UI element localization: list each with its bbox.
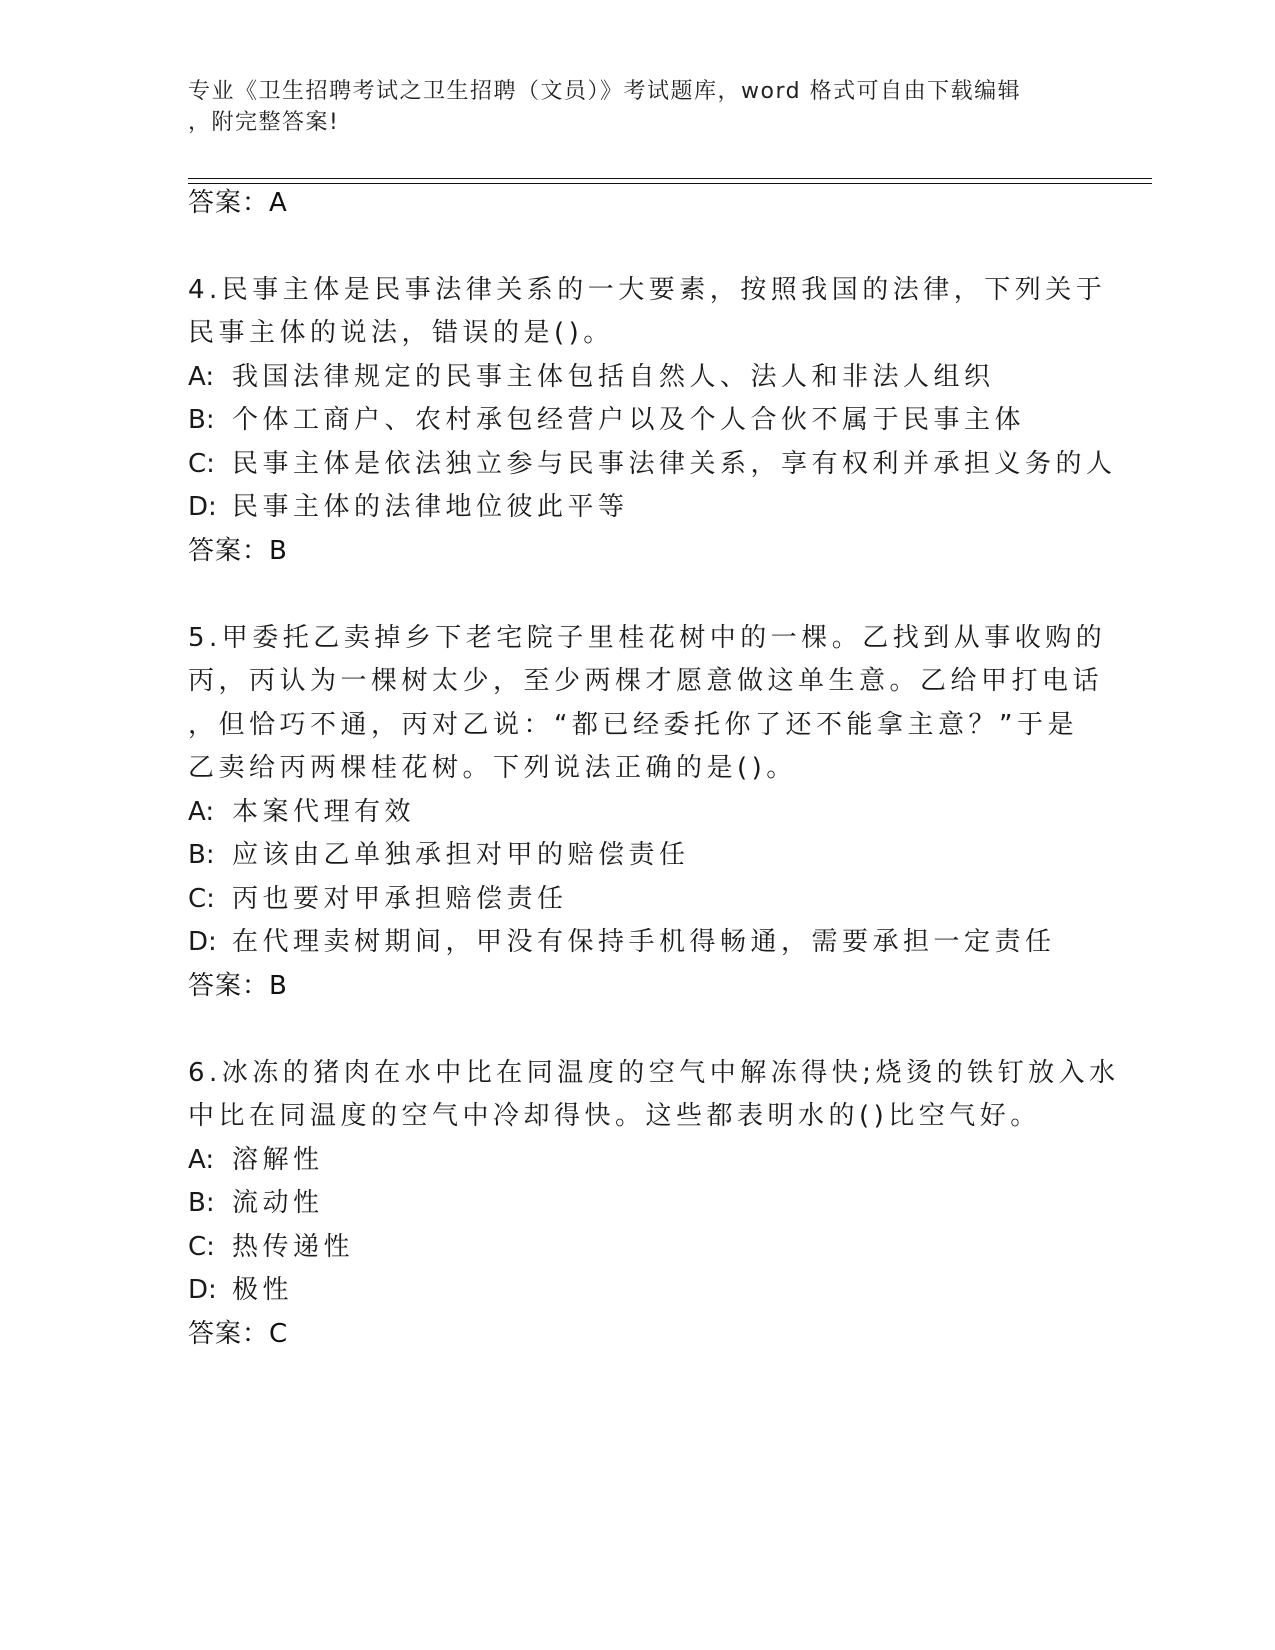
- answer-prev: 答案：A: [188, 188, 288, 218]
- option-d: [188, 1274, 293, 1306]
- option-label: B:: [188, 840, 215, 870]
- question-text-line: 乙卖给丙两棵桂花树。下列说法正确的是()。: [188, 753, 797, 783]
- header-line-1: 专业《卫生招聘考试之卫生招聘（文员）》考试题库，word 格式可自由下载编辑: [188, 79, 1022, 104]
- option-b: [188, 1187, 324, 1219]
- option-label: D:: [188, 927, 217, 957]
- option-b: [188, 404, 1025, 436]
- header-line-2: ，附完整答案!: [188, 110, 340, 135]
- option-a: [188, 361, 995, 393]
- option-label: B:: [188, 1188, 215, 1218]
- option-b: [188, 839, 690, 871]
- option-label: B:: [188, 405, 215, 435]
- option-label: C:: [188, 884, 215, 914]
- question-text-line: 4.民事主体是民事法律关系的一大要素，按照我国的法律，下列关于: [188, 275, 1107, 305]
- option-label: A:: [188, 362, 215, 392]
- option-d: [188, 926, 1056, 958]
- option-text: 在代理卖树期间，甲没有保持手机得畅通，需要承担一定责任: [232, 927, 1056, 957]
- answer: 答案：C: [188, 1319, 289, 1349]
- option-label: C:: [188, 449, 215, 479]
- option-a: [188, 1144, 324, 1176]
- question-text-line: 丙，丙认为一棵树太少，至少两棵才愿意做这单生意。乙给甲打电话: [188, 666, 1104, 696]
- answer: 答案：B: [188, 971, 288, 1001]
- option-label: D:: [188, 1275, 217, 1305]
- option-label: A:: [188, 1145, 215, 1175]
- option-label: D:: [188, 492, 217, 522]
- option-text: 流动性: [232, 1188, 324, 1218]
- answer: 答案：B: [188, 536, 288, 566]
- option-text: 丙也要对甲承担赔偿责任: [232, 884, 568, 914]
- header-rule-bottom: [188, 183, 1152, 184]
- option-text: 本案代理有效: [232, 797, 416, 827]
- question-text-line: 6.冰冻的猪肉在水中比在同温度的空气中解冻得快;烧烫的铁钉放入水: [188, 1058, 1120, 1088]
- option-c: [188, 883, 568, 915]
- option-label: A:: [188, 797, 215, 827]
- option-text: 民事主体是依法独立参与民事法律关系，享有权利并承担义务的人: [232, 449, 1117, 479]
- option-c: [188, 448, 1117, 480]
- option-label: C:: [188, 1232, 215, 1262]
- option-text: 我国法律规定的民事主体包括自然人、法人和非法人组织: [232, 362, 995, 392]
- option-text: 热传递性: [232, 1232, 355, 1262]
- option-a: [188, 796, 415, 828]
- option-d: [188, 491, 629, 523]
- option-text: 民事主体的法律地位彼此平等: [232, 492, 629, 522]
- option-c: [188, 1231, 354, 1263]
- option-text: 个体工商户、农村承包经营户以及个人合伙不属于民事主体: [232, 405, 1026, 435]
- question-text-line: 中比在同温度的空气中冷却得快。这些都表明水的()比空气好。: [188, 1101, 1041, 1131]
- document-header: [188, 76, 1068, 138]
- question-text-line: ，但恰巧不通，丙对乙说：“都已经委托你了还不能拿主意？”于是: [188, 710, 1078, 740]
- question-text-line: 5.甲委托乙卖掉乡下老宅院子里桂花树中的一棵。乙找到从事收购的: [188, 623, 1107, 653]
- question-text-line: 民事主体的说法，错误的是()。: [188, 318, 614, 348]
- header-rule-top: [188, 178, 1152, 179]
- option-text: 溶解性: [232, 1145, 324, 1175]
- option-text: 极性: [232, 1275, 294, 1305]
- option-text: 应该由乙单独承担对甲的赔偿责任: [232, 840, 690, 870]
